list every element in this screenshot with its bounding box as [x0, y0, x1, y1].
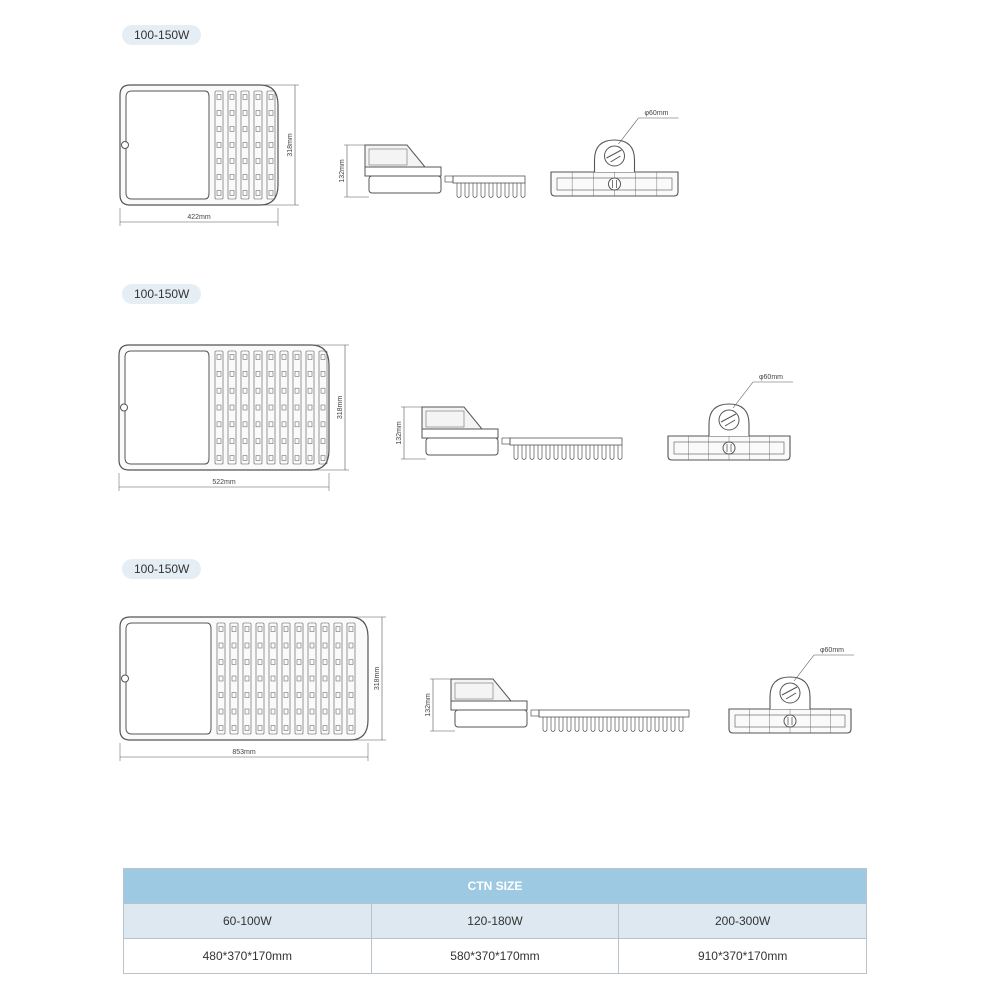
top-view-luminaire — [119, 345, 329, 470]
side-view-luminaire — [365, 145, 525, 198]
diameter-label: φ60mm — [759, 374, 783, 381]
length-dimension — [119, 473, 329, 491]
end-view-luminaire — [729, 677, 851, 733]
diameter-label: φ60mm — [820, 647, 844, 654]
side-view-luminaire — [451, 679, 689, 732]
carton-size-table — [123, 868, 867, 974]
carton-column-3: 200-300W — [619, 904, 867, 939]
length-dimension — [120, 208, 278, 226]
carton-column-1: 60-100W — [124, 904, 372, 939]
carton-size-title: CTN SIZE — [124, 869, 867, 904]
width-label: 318mm — [337, 395, 344, 420]
end-view-luminaire — [668, 404, 790, 460]
section-1-drawing — [120, 85, 679, 226]
top-view-luminaire — [120, 617, 368, 740]
section-2-wattage-badge: 100-150W — [122, 284, 201, 304]
section-3-drawing — [120, 617, 854, 761]
carton-column-2: 120-180W — [371, 904, 619, 939]
diameter-callout — [794, 647, 854, 681]
length-dimension — [120, 743, 368, 761]
height-label: 132mm — [425, 693, 432, 717]
section-1-wattage-badge: 100-150W — [122, 25, 201, 45]
length-label: 422mm — [187, 214, 211, 221]
height-label: 132mm — [339, 159, 346, 183]
lens-window — [126, 623, 211, 734]
lens-window — [126, 91, 209, 199]
end-view-luminaire — [551, 140, 678, 196]
section-2-drawing — [119, 345, 793, 491]
lens-window — [125, 351, 209, 464]
carton-size-2: 580*370*170mm — [371, 939, 619, 974]
length-label: 853mm — [232, 749, 256, 756]
width-label: 318mm — [287, 133, 294, 157]
diameter-label: φ60mm — [644, 110, 669, 117]
height-label: 132mm — [396, 421, 403, 445]
side-view-luminaire — [422, 407, 622, 460]
width-label: 318mm — [374, 666, 381, 691]
section-3-wattage-badge: 100-150W — [122, 559, 201, 579]
carton-size-3: 910*370*170mm — [619, 939, 867, 974]
top-view-luminaire — [120, 85, 278, 205]
diameter-callout — [619, 110, 679, 144]
length-label: 522mm — [212, 479, 236, 486]
carton-size-1: 480*370*170mm — [124, 939, 372, 974]
diameter-callout — [733, 374, 793, 408]
